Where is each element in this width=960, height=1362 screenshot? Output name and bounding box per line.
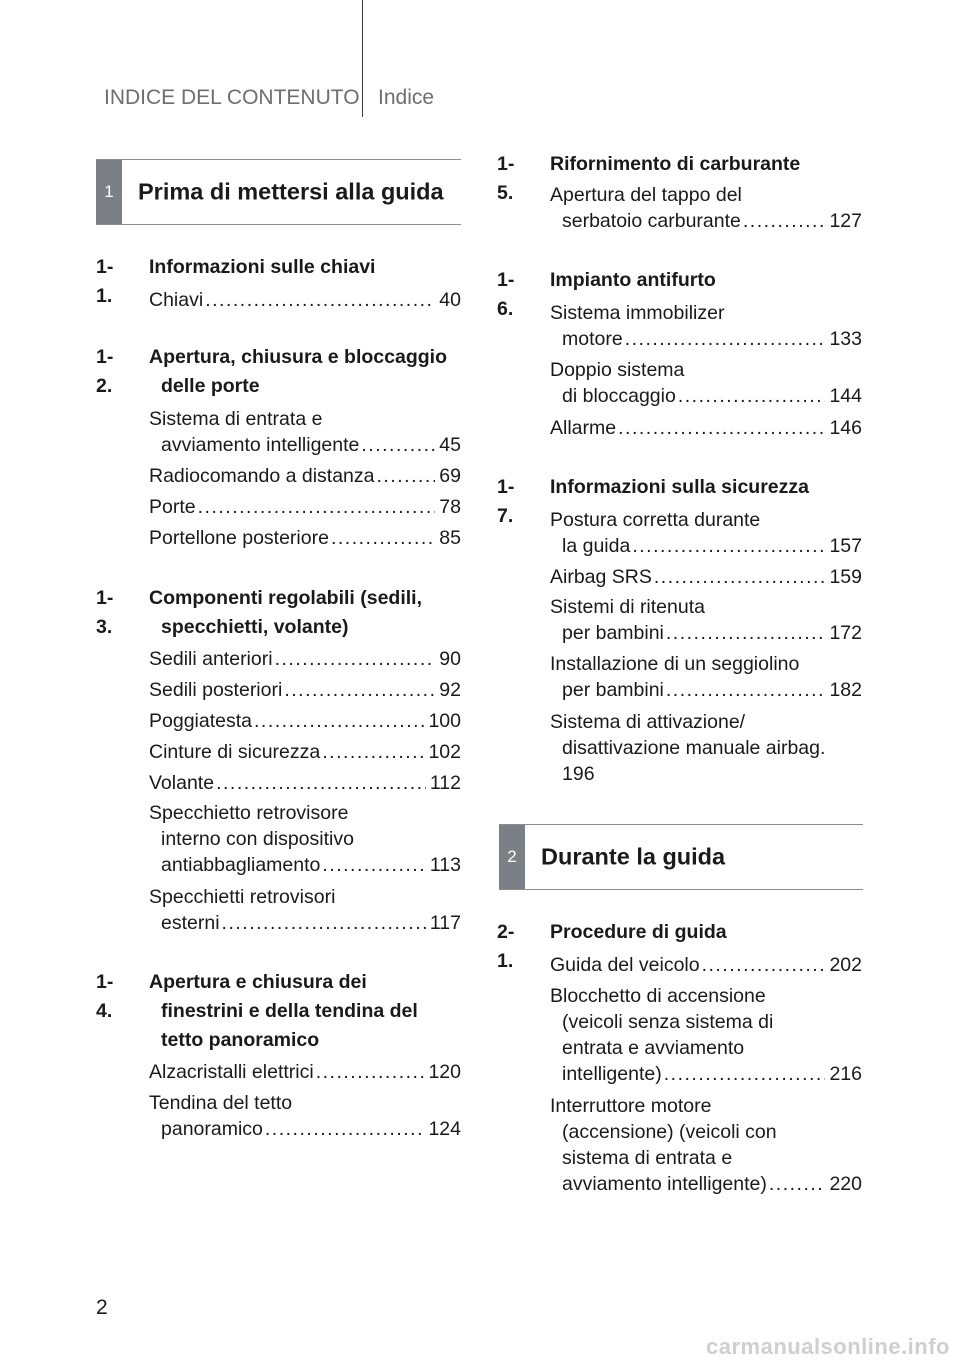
toc-entry-specchietti-esterni[interactable]: Specchietti retrovisori esterni ..... 117: [149, 884, 461, 936]
toc-entry-specchietto-interno[interactable]: Specchietto retrovisore interno con dispositivo antiabbagliamento ..... 113: [149, 800, 461, 878]
toc-entry-portellone[interactable]: Portellone posteriore ..... 85: [149, 525, 461, 551]
toc-entry-sistema-entrata[interactable]: Sistema di entrata e avviamento intelligente ..... 45: [149, 406, 461, 458]
toc-entry-cinture[interactable]: Cinture di sicurezza ..... 102: [149, 739, 461, 765]
toc-entry-disattivazione-airbag[interactable]: Sistema di attivazione/ disattivazione manuale airbag. 196: [550, 711, 826, 785]
toc-entry-sistemi-ritenuta[interactable]: Sistemi di ritenuta per bambini ..... 172: [550, 594, 862, 646]
section-header-1[interactable]: [96, 159, 461, 225]
toc-entry-radiocomando[interactable]: Radiocomando a distanza ..... 69: [149, 463, 461, 489]
toc-entry-guida-veicolo[interactable]: Guida del veicolo ..... 202: [550, 952, 862, 978]
toc-entry-postura[interactable]: Postura corretta durante la guida ..... 157: [550, 507, 862, 559]
section-number-badge: 1: [96, 160, 122, 224]
section-title: Prima di mettersi alla guida: [138, 178, 444, 205]
toc-entry-seggiolino[interactable]: Installazione di un seggiolino per bambini ..... 182: [550, 651, 862, 703]
toc-entry-airbag-srs[interactable]: Airbag SRS ..... 159: [550, 564, 862, 590]
toc-entry-immobilizer[interactable]: Sistema immobilizer motore ..... 133: [550, 300, 862, 352]
toc-entry-interruttore-motore[interactable]: Interruttore motore (accensione) (veicoli con sistema di entrata e avviamento intelligente) ..... 220: [550, 1093, 862, 1197]
toc-entry-poggiatesta[interactable]: Poggiatesta ..... 100: [149, 708, 461, 734]
toc-entry-tappo-serbatoio[interactable]: Apertura del tappo del serbatoio carburante ..... 127: [550, 182, 862, 234]
toc-entry-blocchetto-accensione[interactable]: Blocchetto di accensione (veicoli senza sistema di entrata e avviamento intelligente) ..... 216: [550, 983, 862, 1087]
toc-entry-volante[interactable]: Volante ..... 112: [149, 770, 461, 796]
toc-entry-allarme[interactable]: Allarme ..... 146: [550, 415, 862, 441]
toc-entry-porte[interactable]: Porte ..... 78: [149, 494, 461, 520]
toc-entry-doppio-bloccaggio[interactable]: Doppio sistema di bloccaggio ..... 144: [550, 357, 862, 409]
section-title: Durante la guida: [541, 843, 726, 870]
header-section-label: INDICE DEL CONTENUTO: [104, 86, 360, 109]
header-index-link[interactable]: Indice: [378, 86, 435, 109]
page-number: 2: [96, 1296, 108, 1319]
section-header-2[interactable]: [499, 824, 863, 890]
toc-entry-sedili-anteriori[interactable]: Sedili anteriori ..... 90: [149, 646, 461, 672]
header-divider: [362, 0, 363, 117]
toc-entry-alzacristalli[interactable]: Alzacristalli elettrici ..... 120: [149, 1059, 461, 1085]
section-number-badge: 2: [499, 825, 525, 889]
watermark: carmanualsonline.info: [706, 1334, 950, 1359]
toc-entry-sedili-posteriori[interactable]: Sedili posteriori ..... 92: [149, 677, 461, 703]
toc-entry-tendina[interactable]: Tendina del tetto panoramico ..... 124: [149, 1090, 461, 1142]
toc-entry-chiavi[interactable]: Chiavi ..... 40: [149, 287, 461, 313]
